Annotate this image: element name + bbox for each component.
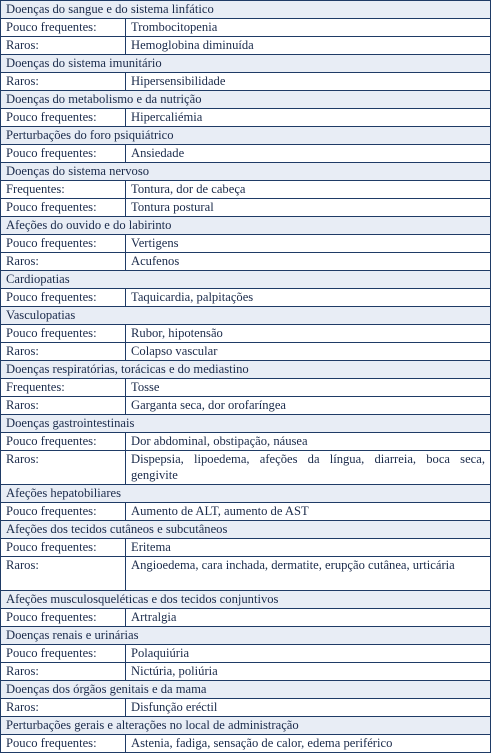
section-header-row bbox=[1, 627, 491, 645]
table-row bbox=[1, 289, 491, 307]
effects-cell: Rubor, hipotensão bbox=[126, 325, 491, 343]
section-title: Doenças dos órgãos genitais e da mama bbox=[1, 681, 491, 699]
frequency-cell: Pouco frequentes: bbox=[1, 109, 126, 127]
effects-cell: Angioedema, cara inchada, dermatite, erupção cutânea, urticária bbox=[126, 557, 491, 591]
frequency-cell: Raros: bbox=[1, 343, 126, 361]
frequency-cell: Pouco frequentes: bbox=[1, 645, 126, 663]
effects-cell: Tosse bbox=[126, 379, 491, 397]
section-header-row bbox=[1, 415, 491, 433]
table-row bbox=[1, 19, 491, 37]
section-title: Doenças do sangue e do sistema linfático bbox=[1, 1, 491, 19]
effects-cell: Aumento de ALT, aumento de AST bbox=[126, 503, 491, 521]
frequency-cell: Pouco frequentes: bbox=[1, 433, 126, 451]
section-title: Cardiopatias bbox=[1, 271, 491, 289]
section-header-row bbox=[1, 55, 491, 73]
frequency-cell: Frequentes: bbox=[1, 379, 126, 397]
table-row bbox=[1, 663, 491, 681]
section-header-row bbox=[1, 307, 491, 325]
effects-cell: Colapso vascular bbox=[126, 343, 491, 361]
table-row bbox=[1, 433, 491, 451]
effects-cell: Garganta seca, dor orofaríngea bbox=[126, 397, 491, 415]
table-row bbox=[1, 699, 491, 717]
table-row bbox=[1, 253, 491, 271]
section-title: Doenças do metabolismo e da nutrição bbox=[1, 91, 491, 109]
table-row bbox=[1, 539, 491, 557]
table-row bbox=[1, 145, 491, 163]
frequency-cell: Pouco frequentes: bbox=[1, 325, 126, 343]
frequency-cell: Raros: bbox=[1, 557, 126, 591]
section-header-row bbox=[1, 717, 491, 735]
effects-cell: Astenia, fadiga, sensação de calor, edema periférico bbox=[126, 735, 491, 753]
frequency-cell: Raros: bbox=[1, 73, 126, 91]
table-row bbox=[1, 37, 491, 55]
frequency-cell: Raros: bbox=[1, 663, 126, 681]
table-row bbox=[1, 199, 491, 217]
section-title: Doenças do sistema nervoso bbox=[1, 163, 491, 181]
frequency-cell: Pouco frequentes: bbox=[1, 539, 126, 557]
section-title: Perturbações do foro psiquiátrico bbox=[1, 127, 491, 145]
effects-cell: Hemoglobina diminuída bbox=[126, 37, 491, 55]
section-title: Afeções do ouvido e do labirinto bbox=[1, 217, 491, 235]
section-header-row bbox=[1, 521, 491, 539]
table-row bbox=[1, 735, 491, 753]
section-title: Doenças do sistema imunitário bbox=[1, 55, 491, 73]
effects-cell: Dispepsia, lipoedema, afeções da língua, diarreia, boca seca, gengivite bbox=[126, 451, 491, 485]
frequency-cell: Pouco frequentes: bbox=[1, 235, 126, 253]
table-row bbox=[1, 397, 491, 415]
effects-cell: Taquicardia, palpitações bbox=[126, 289, 491, 307]
section-title: Afeções dos tecidos cutâneos e subcutâneos bbox=[1, 521, 491, 539]
effects-cell: Hipersensibilidade bbox=[126, 73, 491, 91]
table-row bbox=[1, 645, 491, 663]
frequency-cell: Pouco frequentes: bbox=[1, 145, 126, 163]
section-title: Doenças renais e urinárias bbox=[1, 627, 491, 645]
frequency-cell: Frequentes: bbox=[1, 181, 126, 199]
section-header-row bbox=[1, 91, 491, 109]
effects-cell: Trombocitopenia bbox=[126, 19, 491, 37]
section-title: Afeções musculosqueléticas e dos tecidos conjuntivos bbox=[1, 591, 491, 609]
section-header-row bbox=[1, 485, 491, 503]
frequency-cell: Raros: bbox=[1, 37, 126, 55]
table-row bbox=[1, 235, 491, 253]
frequency-cell: Pouco frequentes: bbox=[1, 19, 126, 37]
table-row bbox=[1, 379, 491, 397]
section-title: Vasculopatias bbox=[1, 307, 491, 325]
frequency-cell: Pouco frequentes: bbox=[1, 735, 126, 753]
frequency-cell: Pouco frequentes: bbox=[1, 289, 126, 307]
frequency-cell: Raros: bbox=[1, 699, 126, 717]
frequency-cell: Pouco frequentes: bbox=[1, 199, 126, 217]
effects-cell: Nictúria, poliúria bbox=[126, 663, 491, 681]
table-row bbox=[1, 73, 491, 91]
effects-cell: Eritema bbox=[126, 539, 491, 557]
frequency-cell: Raros: bbox=[1, 451, 126, 485]
table-row bbox=[1, 109, 491, 127]
effects-cell: Ansiedade bbox=[126, 145, 491, 163]
effects-cell: Vertigens bbox=[126, 235, 491, 253]
section-header-row bbox=[1, 217, 491, 235]
section-header-row bbox=[1, 163, 491, 181]
effects-cell: Hipercaliémia bbox=[126, 109, 491, 127]
section-header-row bbox=[1, 1, 491, 19]
table-row bbox=[1, 325, 491, 343]
table-row bbox=[1, 181, 491, 199]
table-row bbox=[1, 557, 491, 591]
effects-cell: Tontura, dor de cabeça bbox=[126, 181, 491, 199]
effects-cell: Polaquiúria bbox=[126, 645, 491, 663]
table-row bbox=[1, 609, 491, 627]
section-header-row bbox=[1, 271, 491, 289]
section-title: Afeções hepatobiliares bbox=[1, 485, 491, 503]
table-row bbox=[1, 503, 491, 521]
effects-cell: Tontura postural bbox=[126, 199, 491, 217]
effects-cell: Artralgia bbox=[126, 609, 491, 627]
section-title: Perturbações gerais e alterações no local de administração bbox=[1, 717, 491, 735]
table-row bbox=[1, 343, 491, 361]
table-body bbox=[1, 1, 491, 753]
section-header-row bbox=[1, 591, 491, 609]
effects-cell: Dor abdominal, obstipação, náusea bbox=[126, 433, 491, 451]
effects-cell: Disfunção eréctil bbox=[126, 699, 491, 717]
frequency-cell: Pouco frequentes: bbox=[1, 503, 126, 521]
table-row bbox=[1, 451, 491, 485]
effects-cell: Acufenos bbox=[126, 253, 491, 271]
frequency-cell: Raros: bbox=[1, 253, 126, 271]
section-header-row bbox=[1, 361, 491, 379]
frequency-cell: Pouco frequentes: bbox=[1, 609, 126, 627]
section-title: Doenças gastrointestinais bbox=[1, 415, 491, 433]
section-header-row bbox=[1, 681, 491, 699]
section-title: Doenças respiratórias, torácicas e do mediastino bbox=[1, 361, 491, 379]
frequency-cell: Raros: bbox=[1, 397, 126, 415]
section-header-row bbox=[1, 127, 491, 145]
